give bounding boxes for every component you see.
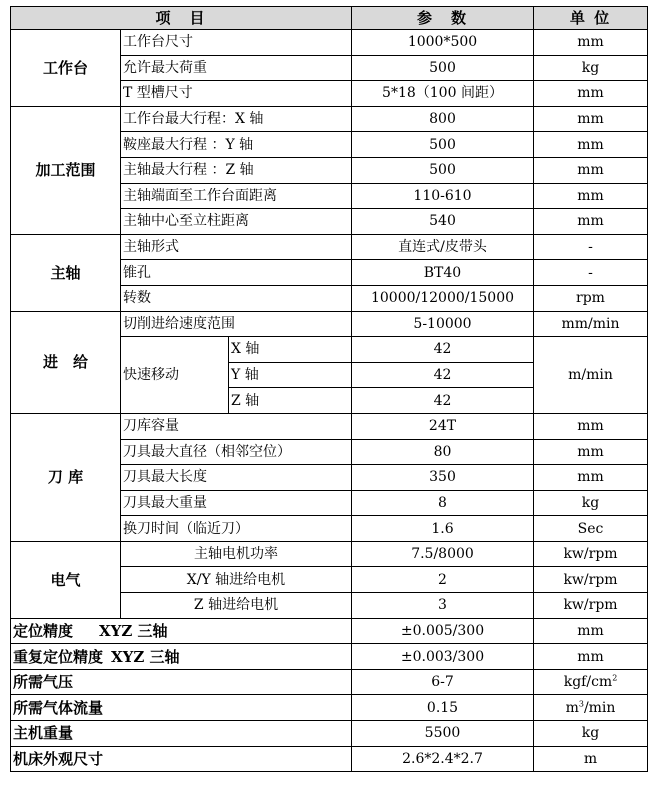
- value-cell: 7.5/8000: [352, 541, 534, 567]
- unit-cell: mm: [534, 157, 648, 183]
- unit-cell: [534, 669, 648, 695]
- unit-cell: mm: [534, 106, 648, 132]
- item-cell: 切削进给速度范围: [121, 311, 352, 337]
- table-row: [11, 541, 648, 567]
- header-row: [11, 7, 648, 30]
- item-cell: 刀具最大长度: [121, 465, 352, 491]
- value-cell: 110-610: [352, 183, 534, 209]
- item-cell: 锥孔: [121, 260, 352, 286]
- unit-cell: mm: [534, 183, 648, 209]
- value-cell: 0.15: [352, 695, 534, 721]
- value-cell: 5*18（100 间距）: [352, 81, 534, 107]
- value-cell: 80: [352, 439, 534, 465]
- value-cell: 800: [352, 106, 534, 132]
- item-cell: 工作台最大行程：X 轴: [121, 106, 352, 132]
- item-cell: 刀具最大直径（相邻空位）: [121, 439, 352, 465]
- axes-label: XYZ 三轴: [111, 647, 180, 666]
- value-cell: 350: [352, 465, 534, 491]
- value-cell: 3: [352, 593, 534, 619]
- value-cell: 24T: [352, 413, 534, 439]
- unit-cell: -: [534, 260, 648, 286]
- item-cell: 主机重量: [11, 721, 352, 747]
- item-cell: 主轴形式: [121, 234, 352, 260]
- group-label-worktable: 工作台: [11, 30, 121, 107]
- group-label-feed: 进 给: [11, 311, 121, 413]
- unit-cell: [534, 695, 648, 721]
- rapid-move-label: 快速移动: [121, 337, 229, 414]
- group-label-spindle: 主轴: [11, 234, 121, 311]
- item-cell: 工作台尺寸: [121, 30, 352, 56]
- unit-cell: mm: [534, 132, 648, 158]
- value-cell: 8: [352, 490, 534, 516]
- table-row: [11, 746, 648, 772]
- unit-cell: mm: [534, 439, 648, 465]
- unit-cell: Sec: [534, 516, 648, 542]
- unit-cell: kw/rpm: [534, 541, 648, 567]
- item-cell: [11, 644, 352, 670]
- table-row: [11, 695, 648, 721]
- unit-cell: -: [534, 234, 648, 260]
- value-cell: BT40: [352, 260, 534, 286]
- group-label-electric: 电气: [11, 541, 121, 618]
- table-row: [11, 721, 648, 747]
- value-cell: 42: [352, 388, 534, 414]
- table-row: [11, 618, 648, 644]
- unit-cell: kg: [534, 721, 648, 747]
- unit-cell: mm: [534, 209, 648, 235]
- value-cell: 500: [352, 157, 534, 183]
- unit-text: kgf/cm: [563, 674, 613, 691]
- unit-cell: kg: [534, 55, 648, 81]
- item-cell: 主轴电机功率: [121, 541, 352, 567]
- unit-tail: /min: [583, 699, 616, 716]
- value-cell: 5-10000: [352, 311, 534, 337]
- unit-superscript: 3: [578, 699, 584, 709]
- item-cell: T 型槽尺寸: [121, 81, 352, 107]
- unit-cell: mm/min: [534, 311, 648, 337]
- item-cell: Z 轴进给电机: [121, 593, 352, 619]
- unit-cell: mm: [534, 30, 648, 56]
- item-cell: 允许最大荷重: [121, 55, 352, 81]
- item-cell: 刀具最大重量: [121, 490, 352, 516]
- value-cell: 540: [352, 209, 534, 235]
- axis-cell: Y 轴: [229, 362, 352, 388]
- item-label: 定位精度: [13, 621, 74, 640]
- unit-cell: kw/rpm: [534, 593, 648, 619]
- item-cell: 刀库容量: [121, 413, 352, 439]
- item-cell: 所需气压: [11, 669, 352, 695]
- item-cell: 主轴最大行程 ：Z 轴: [121, 157, 352, 183]
- item-cell: [11, 618, 352, 644]
- table-row: [11, 30, 648, 56]
- unit-superscript: 2: [612, 673, 618, 683]
- value-cell: 5500: [352, 721, 534, 747]
- value-cell: 42: [352, 362, 534, 388]
- item-cell: 所需气体流量: [11, 695, 352, 721]
- unit-cell: m/min: [534, 337, 648, 414]
- value-cell: 直连式/皮带头: [352, 234, 534, 260]
- value-cell: 42: [352, 337, 534, 363]
- header-item: 项 目: [11, 7, 352, 30]
- item-cell: 鞍座最大行程 ：Y 轴: [121, 132, 352, 158]
- value-cell: 500: [352, 55, 534, 81]
- table-row: [11, 413, 648, 439]
- value-cell: 2: [352, 567, 534, 593]
- table-row: [11, 311, 648, 337]
- item-label: 重复定位精度: [13, 647, 104, 666]
- unit-cell: m: [534, 746, 648, 772]
- value-cell: 2.6*2.4*2.7: [352, 746, 534, 772]
- value-cell: ±0.003/300: [352, 644, 534, 670]
- table-row: [11, 669, 648, 695]
- table-row: [11, 234, 648, 260]
- table-row: [11, 644, 648, 670]
- value-cell: 1.6: [352, 516, 534, 542]
- unit-cell: rpm: [534, 285, 648, 311]
- spec-table: [10, 6, 648, 772]
- group-label-range: 加工范围: [11, 106, 121, 234]
- item-cell: 换刀时间（临近刀）: [121, 516, 352, 542]
- item-cell: 主轴端面至工作台面距离: [121, 183, 352, 209]
- unit-cell: mm: [534, 644, 648, 670]
- unit-cell: mm: [534, 413, 648, 439]
- value-cell: 6-7: [352, 669, 534, 695]
- item-cell: 机床外观尺寸: [11, 746, 352, 772]
- value-cell: 1000*500: [352, 30, 534, 56]
- header-param: 参 数: [352, 7, 534, 30]
- axis-cell: Z 轴: [229, 388, 352, 414]
- value-cell: ±0.005/300: [352, 618, 534, 644]
- unit-text: m: [565, 699, 579, 716]
- axes-label: XYZ 三轴: [99, 621, 168, 640]
- group-label-magazine: 刀 库: [11, 413, 121, 541]
- item-cell: 主轴中心至立柱距离: [121, 209, 352, 235]
- item-cell: X/Y 轴进给电机: [121, 567, 352, 593]
- value-cell: 10000/12000/15000: [352, 285, 534, 311]
- axis-cell: X 轴: [229, 337, 352, 363]
- header-unit: 单 位: [534, 7, 648, 30]
- table-row: [11, 106, 648, 132]
- unit-cell: kw/rpm: [534, 567, 648, 593]
- unit-cell: mm: [534, 618, 648, 644]
- item-cell: 转数: [121, 285, 352, 311]
- value-cell: 500: [352, 132, 534, 158]
- unit-cell: mm: [534, 81, 648, 107]
- unit-cell: kg: [534, 490, 648, 516]
- unit-cell: mm: [534, 465, 648, 491]
